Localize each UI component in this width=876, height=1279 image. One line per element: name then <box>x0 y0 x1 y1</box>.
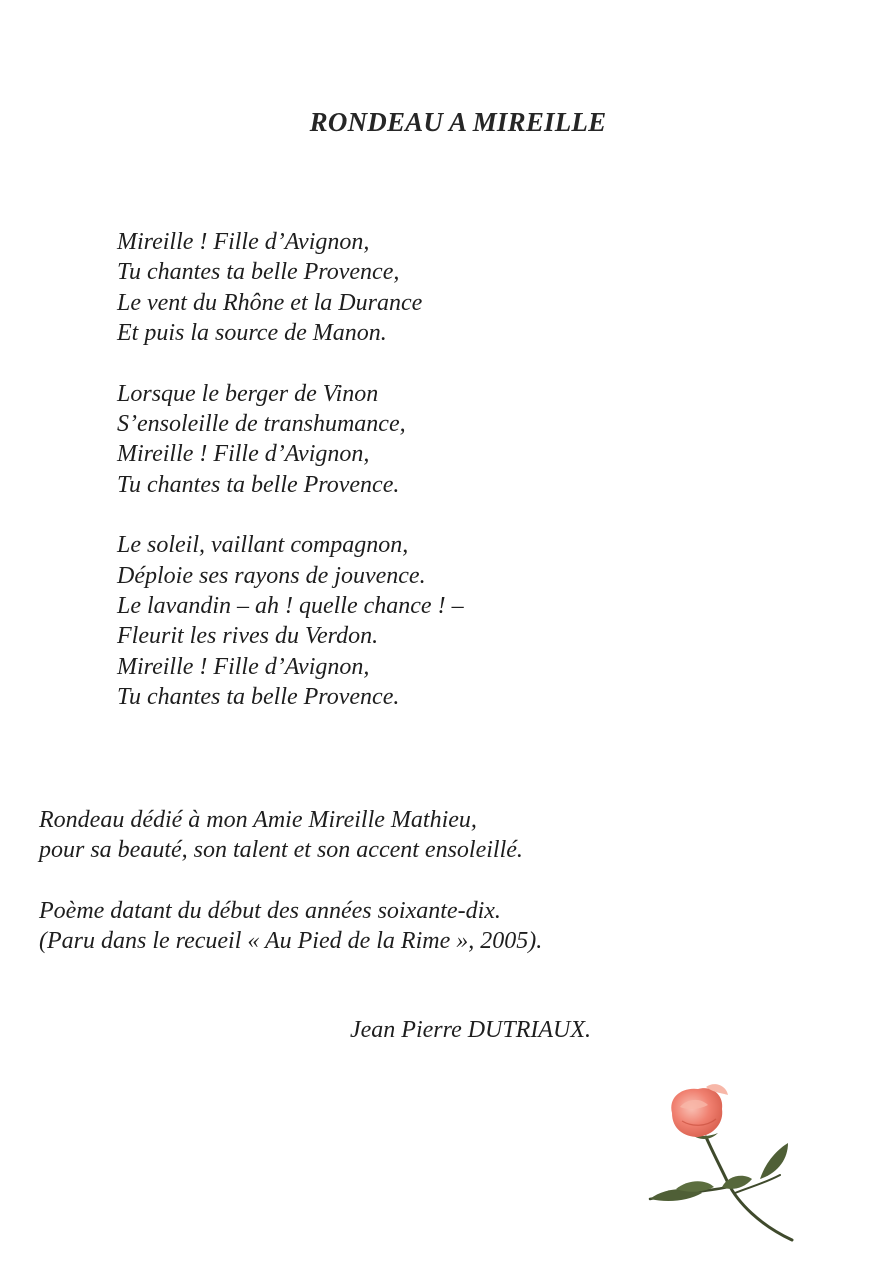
poem-line: Mireille ! Fille d’Avignon, <box>117 653 370 680</box>
note-line: (Paru dans le recueil « Au Pied de la Rime », 2005). <box>39 927 543 954</box>
rose-icon <box>610 1075 840 1265</box>
poem-line: Le vent du Rhône et la Durance <box>117 289 423 316</box>
poem-line: Fleurit les rives du Verdon. <box>117 623 379 650</box>
poem-line: Déploie ses rayons de jouvence. <box>117 562 426 589</box>
note-line: Poème datant du début des années soixante-dix. <box>39 897 501 924</box>
stanza-2 <box>117 379 464 500</box>
poem-line: Tu chantes ta belle Provence, <box>117 259 400 286</box>
poem-notes <box>39 805 542 986</box>
poem-line: Le lavandin – ah ! quelle chance ! – <box>117 592 464 619</box>
poem-line: Et puis la source de Manon. <box>117 319 387 346</box>
rose-leaf <box>760 1143 788 1179</box>
poem-line: Le soleil, vaillant compagnon, <box>117 532 409 559</box>
dedication-note <box>39 805 542 866</box>
stanza-3 <box>117 530 464 712</box>
rose-petal <box>671 1088 722 1137</box>
poem-line: Mireille ! Fille d’Avignon, <box>117 441 370 468</box>
poem-line: S’ensoleille de transhumance, <box>117 410 406 437</box>
poem-line: Tu chantes ta belle Provence. <box>117 683 400 710</box>
note-line: Rondeau dédié à mon Amie Mireille Mathieu, <box>39 807 477 833</box>
poem-line: Tu chantes ta belle Provence. <box>117 471 400 498</box>
poem-line: Mireille ! Fille d’Avignon, <box>117 229 370 255</box>
origin-note <box>39 896 542 957</box>
poem-line: Lorsque le berger de Vinon <box>117 380 379 407</box>
stanza-1 <box>117 227 464 348</box>
poem-body <box>117 227 464 743</box>
author-signature: Jean Pierre DUTRIAUX. <box>350 1017 592 1043</box>
poem-title: RONDEAU A MIREILLE <box>309 107 607 137</box>
note-line: pour sa beauté, son talent et son accent ensoleillé. <box>39 837 523 864</box>
